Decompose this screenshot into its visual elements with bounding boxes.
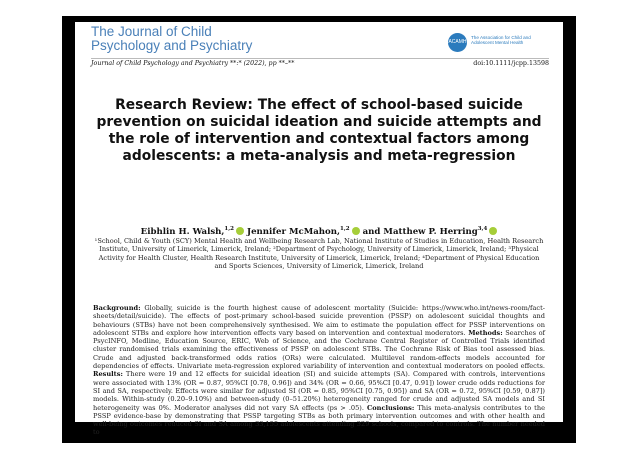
author-affiliation-mark: 3,4 — [477, 226, 488, 232]
abstract-background: Globally, suicide is the fourth highest cause of adolescent mortality (Suicide: https://www.who.int/news-room/fact-sheets/detail/suicide). The effects of post-primary school-based suicide prevention (PSSP) on adolescent suicidal thoughts and behaviours (STBs) have not been comprehensively synthesised. We aim to estimate the population effect for PSSP interventions on adolescent STBs and explore how intervention effects vary based on intervention and contextual moderators. — [93, 304, 545, 337]
journal-name-line1: The Journal of Child — [91, 24, 212, 39]
journal-name-line2: Psychology and Psychiatry — [91, 38, 253, 53]
author-name: Eibhlin H. Walsh, — [140, 226, 225, 237]
abstract-methods: Searches of PsycINFO, Medline, Education Source, ERIC, Web of Science, and the Cochrane Central Register of Controlled Trials identified cluster randomised trials examining the effectiveness of PSSP on adolescent STBs. The Cochrane Risk of Bias tool assessed bias. Crude and adjusted back-transformed odds ratios (ORs) were calculated. Multilevel random-effects models accounted for dependencies of effects. Univariate meta-regression explored variability of intervention and contextual moderators on pooled effects. — [93, 328, 545, 371]
abstract-results-label: Results: — [93, 370, 123, 379]
paper-page — [75, 22, 563, 437]
acamh-logo-mark: ACAMH — [448, 33, 467, 52]
abstract-results: There were 19 and 12 effects for suicidal ideation (SI) and suicide attempts (SA). Compared with controls, interventions were associated with 13% (OR = 0.87, 95%CI [0.78, 0.96]) and 34% (OR = 0.66, 95%CI [0.47, 0.91]) lower crude odds reductions for SI and SA, respectively. Effects were similar for adjusted SI (OR = 0.85, 95%CI [0.75, 0.95]) and SA (OR = 0.72, 95%CI [0.59, 0.87]) models. Within-study (0.20–9.10%) and between-study (0–51.20%) heterogeneity ranged for crude and adjusted SA models and SI heterogeneity was 0%. Moderator analyses did not vary SA effects (ps > .05). — [93, 370, 545, 412]
journal-name — [91, 25, 252, 53]
author-list — [95, 226, 543, 237]
journal-citation: Journal of Child Psychology and Psychiatry **:* (2022), pp **–** — [91, 60, 295, 67]
acamh-logo — [448, 33, 548, 53]
abstract-conclusions-label: Conclusions: — [367, 403, 415, 412]
abstract-conclusions: This meta-analysis contributes to the PSSP evidence-base by demonstrating that PSSP targeting STBs as both primary intervention outcomes and with other health and well-being outcomes reduced SI and SA among 33,155 adolescents attending 329 schools, compared to controls. The number needed to — [93, 403, 545, 437]
author-name: and Matthew P. Herring — [362, 226, 478, 237]
header-rule — [91, 58, 549, 59]
abstract-background-label: Background: — [93, 304, 141, 312]
orcid-icon[interactable] — [236, 227, 244, 235]
paper-title: Research Review: The effect of school-based suicide prevention on suicidal ideation and suicide attempts and the role of intervention and contextual factors among adolescents: a meta-analysis and meta-regression — [96, 97, 542, 164]
abstract — [93, 304, 545, 437]
orcid-icon[interactable] — [352, 227, 360, 235]
author-name: Jennifer McMahon, — [247, 226, 341, 237]
affiliations: ¹School, Child & Youth (SCY) Mental Health and Wellbeing Research Lab, National Institute of Studies in Education, Health Research Institute, University of Limerick, Limerick, Ireland; ²Department of Psychology, University of Limerick, Limerick, Ireland; ³Physical Activity for Health Cluster, Health Research Institute, University of Limerick, Limerick, Ireland; ⁴Department of Physical Education and Sports Sciences, University of Limerick, Limerick, Ireland — [94, 237, 544, 271]
doi: doi:10.1111/jcpp.13598 — [473, 60, 549, 67]
orcid-icon[interactable] — [489, 227, 497, 235]
author-affiliation-mark: 1,2 — [224, 226, 234, 232]
abstract-methods-label: Methods: — [468, 328, 503, 337]
acamh-logo-text: The Association for Child and Adolescent Mental Health — [471, 35, 531, 46]
author-affiliation-mark: 1,2 — [340, 226, 350, 232]
